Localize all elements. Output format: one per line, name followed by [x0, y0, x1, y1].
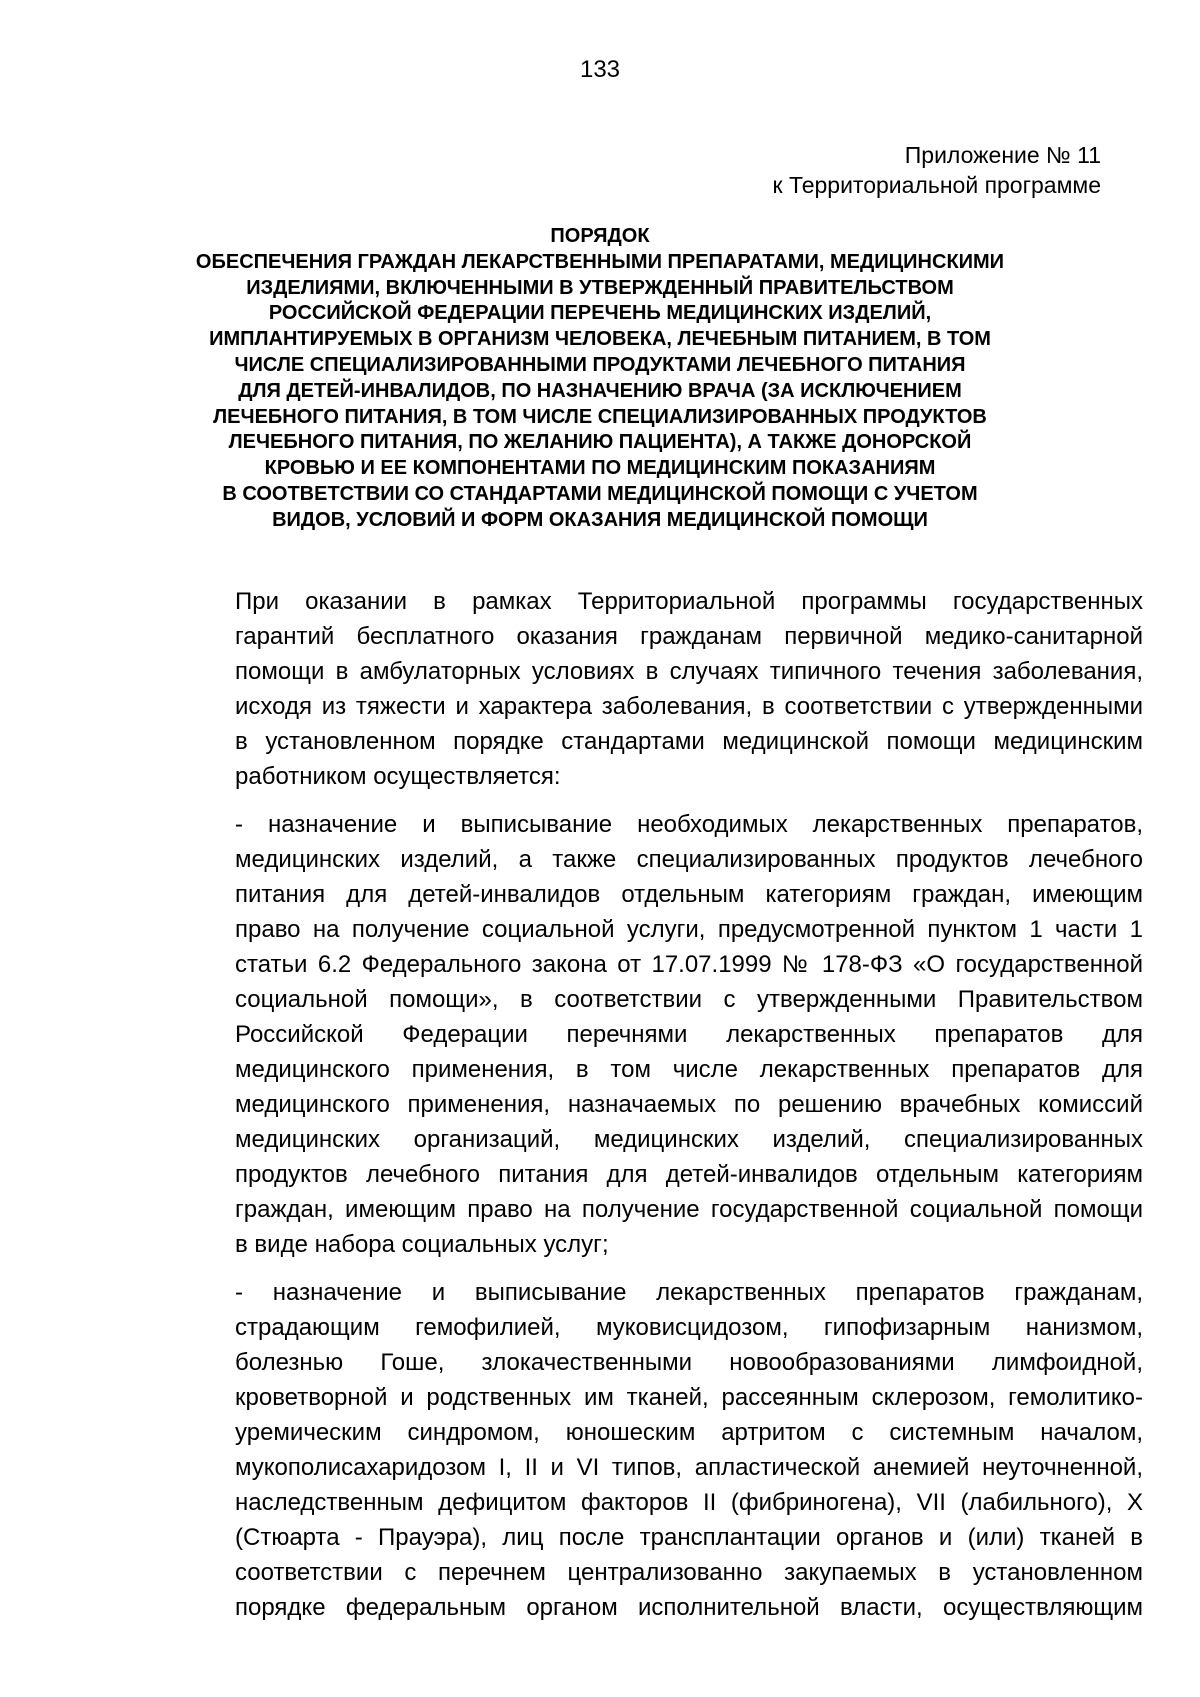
paragraph-line: в установленном порядке стандартами медицинской помощи медицинским — [235, 728, 1143, 755]
document-body — [175, 584, 1143, 1638]
paragraph-2 — [175, 807, 1143, 1262]
paragraph-line: исходя из тяжести и характера заболевания, в соответствии с утвержденными — [235, 693, 1143, 720]
paragraph-line: медицинского применения, в том числе лекарственных препаратов для — [235, 1056, 1143, 1083]
title-line: В СООТВЕТСТВИИ СО СТАНДАРТАМИ МЕДИЦИНСКОЙ ПОМОЩИ С УЧЕТОМ — [222, 482, 978, 505]
paragraph-line: помощи в амбулаторных условиях в случаях типичного течения заболевания, — [235, 658, 1143, 685]
paragraph-line: страдающим гемофилией, муковисцидозом, гипофизарным нанизмом, — [235, 1314, 1143, 1341]
title-line: ЧИСЛЕ СПЕЦИАЛИЗИРОВАННЫМИ ПРОДУКТАМИ ЛЕЧЕБНОГО ПИТАНИЯ — [234, 353, 966, 376]
title-line: ОБЕСПЕЧЕНИЯ ГРАЖДАН ЛЕКАРСТВЕННЫМИ ПРЕПАРАТАМИ, МЕДИЦИНСКИМИ — [195, 250, 1005, 273]
paragraph-line: кроветворной и родственных им тканей, рассеянным склерозом, гемолитико- — [235, 1384, 1143, 1411]
paragraph-1 — [175, 584, 1143, 794]
paragraph-line: медицинских организаций, медицинских изделий, специализированных — [235, 1126, 1143, 1153]
appendix-reference — [773, 140, 1102, 200]
paragraph-line: социальной помощи», в соответствии с утвержденными Правительством — [235, 986, 1143, 1013]
paragraph-line: мукополисахаридозом I, II и VI типов, апластической анемией неуточненной, — [235, 1454, 1143, 1481]
title-line: КРОВЬЮ И ЕЕ КОМПОНЕНТАМИ ПО МЕДИЦИНСКИМ ПОКАЗАНИЯМ — [264, 457, 936, 480]
paragraph-line: статьи 6.2 Федерального закона от 17.07.1999 № 178-ФЗ «О государственной — [235, 951, 1143, 978]
title-line: ИМПЛАНТИРУЕМЫХ В ОРГАНИЗМ ЧЕЛОВЕКА, ЛЕЧЕБНЫМ ПИТАНИЕМ, В ТОМ — [209, 328, 991, 351]
paragraph-line: продуктов лечебного питания для детей-инвалидов отдельным категориям — [235, 1161, 1143, 1188]
paragraph-line: порядке федеральным органом исполнительной власти, осуществляющим — [235, 1594, 1143, 1621]
paragraph-line: граждан, имеющим право на получение государственной социальной помощи — [235, 1196, 1143, 1223]
appendix-program: к Территориальной программе — [772, 172, 1101, 198]
title-line: ЛЕЧЕБНОГО ПИТАНИЯ, В ТОМ ЧИСЛЕ СПЕЦИАЛИЗИРОВАННЫХ ПРОДУКТОВ — [213, 405, 987, 428]
document-title — [150, 224, 1050, 534]
appendix-number: Приложение № 11 — [904, 142, 1101, 168]
paragraph-line: соответствии с перечнем централизованно закупаемых в установленном — [235, 1559, 1143, 1586]
paragraph-line: (Стюарта - Прауэра), лиц после трансплантации органов и (или) тканей в — [235, 1524, 1143, 1551]
paragraph-line: Российской Федерации перечнями лекарственных препаратов для — [235, 1021, 1143, 1048]
paragraph-line: - назначение и выписывание лекарственных препаратов гражданам, — [235, 1279, 1143, 1306]
paragraph-line: гарантий бесплатного оказания гражданам первичной медико-санитарной — [235, 623, 1143, 650]
paragraph-line: медицинских изделий, а также специализированных продуктов лечебного — [235, 846, 1143, 873]
paragraph-3 — [175, 1275, 1143, 1625]
paragraph-line: болезнью Гоше, злокачественными новообразованиями лимфоидной, — [235, 1349, 1143, 1376]
paragraph-line: медицинского применения, назначаемых по решению врачебных комиссий — [235, 1091, 1143, 1118]
page-number: 133 — [579, 56, 621, 83]
paragraph-line: уремическим синдромом, юношеским артритом с системным началом, — [235, 1419, 1143, 1446]
paragraph-line: - назначение и выписывание необходимых лекарственных препаратов, — [235, 811, 1143, 838]
title-line: ЛЕЧЕБНОГО ПИТАНИЯ, ПО ЖЕЛАНИЮ ПАЦИЕНТА), А ТАКЖЕ ДОНОРСКОЙ — [228, 431, 972, 454]
paragraph-line: При оказании в рамках Территориальной программы государственных — [235, 588, 1143, 615]
paragraph-line: работником осуществляется: — [235, 763, 561, 790]
paragraph-line: право на получение социальной услуги, предусмотренной пунктом 1 части 1 — [235, 916, 1143, 943]
title-line: ДЛЯ ДЕТЕЙ-ИНВАЛИДОВ, ПО НАЗНАЧЕНИЮ ВРАЧА (ЗА ИСКЛЮЧЕНИЕМ — [238, 379, 962, 402]
title-line: ВИДОВ, УСЛОВИЙ И ФОРМ ОКАЗАНИЯ МЕДИЦИНСКОЙ ПОМОЩИ — [272, 508, 928, 531]
paragraph-line: в виде набора социальных услуг; — [235, 1231, 609, 1258]
paragraph-line: питания для детей-инвалидов отдельным категориям граждан, имеющим — [235, 881, 1143, 908]
title-heading: ПОРЯДОК — [550, 225, 650, 247]
title-line: ИЗДЕЛИЯМИ, ВКЛЮЧЕННЫМИ В УТВЕРЖДЕННЫЙ ПРАВИТЕЛЬСТВОМ — [246, 276, 954, 299]
paragraph-line: наследственным дефицитом факторов II (фибриногена), VII (лабильного), X — [235, 1489, 1143, 1516]
title-line: РОССИЙСКОЙ ФЕДЕРАЦИИ ПЕРЕЧЕНЬ МЕДИЦИНСКИХ ИЗДЕЛИЙ, — [268, 302, 932, 325]
